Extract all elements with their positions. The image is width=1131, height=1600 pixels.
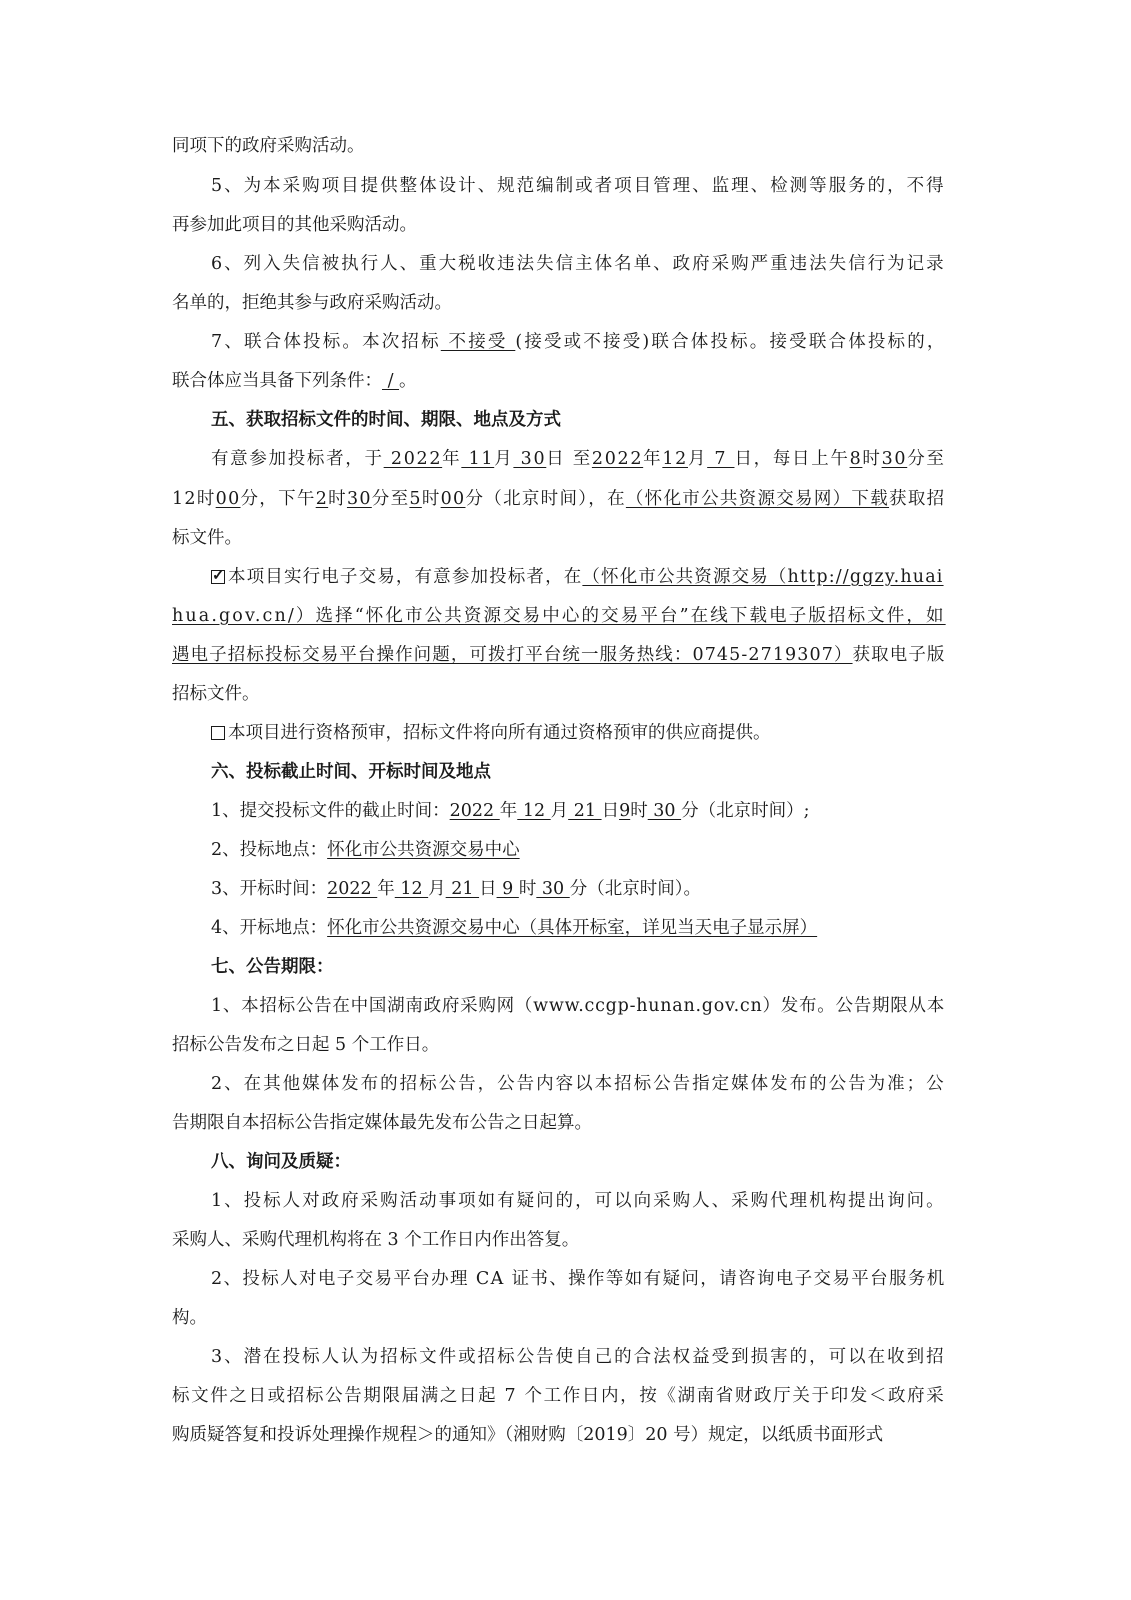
underlined-field: 遇电子招标投标交易平台操作问题，可拨打平台统一服务热线：0745-2719307） <box>172 645 853 665</box>
text-run: 分至 <box>907 449 946 469</box>
text-run: 年 <box>377 879 395 899</box>
empty-checkbox-icon <box>211 726 225 740</box>
section-heading <box>211 409 561 433</box>
text-run: 12时 <box>172 489 216 509</box>
paragraph-line <box>211 253 946 277</box>
underlined-field: 11 <box>461 449 495 469</box>
underlined-field: 00 <box>440 489 466 509</box>
paragraph-line <box>172 135 365 159</box>
text-run: 1、提交投标文件的截止时间： <box>211 801 450 821</box>
underlined-field: （怀化市公共资源交易（http://ggzy.huai <box>582 567 944 587</box>
paragraph-line <box>172 527 242 551</box>
text-run: 联合体应当具备下列条件： <box>172 371 382 391</box>
paragraph-line <box>211 878 701 902</box>
paragraph-line <box>211 566 944 590</box>
text-run: 时 <box>328 489 347 509</box>
underlined-field: 怀化市公共资源交易中心 <box>327 840 520 860</box>
text-run: 标文件。 <box>172 528 242 548</box>
underlined-field: / <box>382 371 400 391</box>
underlined-field: 2022 <box>449 801 500 821</box>
paragraph-line <box>172 292 452 316</box>
checked-checkbox-icon: ✓ <box>212 566 226 584</box>
text-run: 月 <box>428 879 446 899</box>
underlined-field: 12 <box>662 449 688 469</box>
text-run: 2、投标地点： <box>211 840 328 860</box>
text-run: 分（北京时间）。 <box>569 879 701 899</box>
paragraph-line <box>211 175 946 199</box>
text-run: 分（北京时间）; <box>681 801 810 821</box>
paragraph-line <box>211 722 771 746</box>
paragraph-line <box>172 1034 439 1058</box>
text-run: 2、在其他媒体发布的招标公告，公告内容以本招标公告指定媒体发布的公告为准；公 <box>211 1074 946 1094</box>
paragraph-line <box>211 1190 946 1214</box>
underlined-field: （怀化市公共资源交易网）下载 <box>625 489 890 509</box>
text-run: 分（北京时间），在 <box>465 489 626 509</box>
underlined-field: 8 <box>849 449 863 469</box>
text-run: 六、投标截止时间、开标时间及地点 <box>211 762 491 782</box>
underlined-field: 30 <box>346 489 372 509</box>
underlined-field: 00 <box>215 489 241 509</box>
text-run: 日 至 <box>546 449 592 469</box>
underlined-field: 21 <box>568 801 602 821</box>
text-run: 2、投标人对电子交易平台办理 CA 证书、操作等如有疑问，请咨询电子交易平台服务机 <box>211 1269 946 1289</box>
text-run: 。 <box>399 371 417 391</box>
paragraph-line <box>211 331 947 355</box>
text-run: 再参加此项目的其他采购活动。 <box>172 215 417 235</box>
text-run: 分，下午 <box>240 489 316 509</box>
text-run: 名单的，拒绝其参与政府采购活动。 <box>172 293 452 313</box>
text-run: 3、开标时间： <box>211 879 328 899</box>
underlined-field: 30 <box>513 449 547 469</box>
text-run: 年 <box>442 449 462 469</box>
section-heading <box>211 956 334 980</box>
paragraph-line <box>172 644 946 668</box>
text-run: 时 <box>630 801 648 821</box>
text-run: 年 <box>499 801 518 821</box>
paragraph-line <box>172 1112 592 1136</box>
paragraph-line <box>172 1229 579 1253</box>
text-run: 时 <box>518 879 537 899</box>
text-run: (接受或不接受)联合体投标。接受联合体投标的， <box>515 332 947 352</box>
text-run: 1、投标人对政府采购活动事项如有疑问的，可以向采购人、采购代理机构提出询问。 <box>211 1191 946 1211</box>
paragraph-line <box>172 488 945 512</box>
text-run: 月 <box>687 449 708 469</box>
paragraph-line <box>211 1073 946 1097</box>
underlined-field: 9 <box>496 879 519 899</box>
text-run: 获取招 <box>889 489 946 509</box>
text-run: 有意参加投标者，于 <box>211 449 384 469</box>
underlined-field: 2022 <box>591 449 644 469</box>
paragraph-line <box>211 1268 946 1292</box>
text-run: 日 <box>601 801 620 821</box>
underlined-field: 30 <box>647 801 682 821</box>
underlined-field: hua.gov.cn/）选择“怀化市公共资源交易中心的交易平台”在线下载电子版招标文件，如 <box>172 606 946 626</box>
text-run: 七、公告期限： <box>211 957 334 977</box>
text-run: 构。 <box>172 1308 207 1328</box>
underlined-field: 2022 <box>383 449 443 469</box>
underlined-field: 9 <box>619 801 631 821</box>
text-run: 年 <box>643 449 663 469</box>
text-run: 招标文件。 <box>172 684 260 704</box>
text-run: 5、为本采购项目提供整体设计、规范编制或者项目管理、监理、检测等服务的，不得 <box>211 176 946 196</box>
underlined-field: 12 <box>394 879 429 899</box>
text-run: 同项下的政府采购活动。 <box>172 136 365 156</box>
section-heading <box>211 1151 351 1175</box>
text-run: 招标公告发布之日起 5 个工作日。 <box>172 1035 440 1055</box>
underlined-field: 30 <box>881 449 908 469</box>
text-run: 日，每日上午 <box>734 449 850 469</box>
paragraph-line <box>172 605 946 629</box>
text-run: 八、询问及质疑： <box>211 1152 351 1172</box>
paragraph-line <box>172 683 260 707</box>
paragraph-line <box>211 839 520 863</box>
text-run: 分至 <box>371 489 410 509</box>
paragraph-line <box>211 448 946 472</box>
underlined-field: 21 <box>445 879 480 899</box>
underlined-field: 5 <box>409 489 422 509</box>
section-heading <box>211 761 491 785</box>
underlined-field: 7 <box>707 449 735 469</box>
paragraph-line <box>211 917 817 941</box>
text-run: 月 <box>494 449 514 469</box>
text-run: 月 <box>550 801 569 821</box>
paragraph-line <box>211 1346 946 1370</box>
text-run: 日 <box>479 879 497 899</box>
text-run: 标文件之日或招标公告期限届满之日起 7 个工作日内，按《湖南省财政厅关于印发＜政府采 <box>172 1386 946 1406</box>
underlined-field: 怀化市公共资源交易中心（具体开标室，详见当天电子显示屏） <box>327 918 818 938</box>
text-run: 本项目实行电子交易，有意参加投标者，在 <box>228 567 583 587</box>
text-run: 五、获取招标文件的时间、期限、地点及方式 <box>211 410 561 430</box>
underlined-field: 12 <box>517 801 551 821</box>
underlined-field: 2022 <box>327 879 378 899</box>
text-run: 采购人、采购代理机构将在 3 个工作日内作出答复。 <box>172 1230 580 1250</box>
paragraph-line <box>172 370 417 394</box>
underlined-field: 不接受 <box>440 332 516 352</box>
text-run: 购质疑答复和投诉处理操作规程＞的通知》（湘财购〔2019〕20 号）规定，以纸质书面形式 <box>172 1425 884 1445</box>
paragraph-line <box>172 214 417 238</box>
text-run: 7、联合体投标。本次招标 <box>211 332 441 352</box>
text-run: 本项目进行资格预审，招标文件将向所有通过资格预审的供应商提供。 <box>228 723 771 743</box>
text-run: 4、开标地点： <box>211 918 328 938</box>
text-run: 时 <box>421 489 441 509</box>
text-run: 时 <box>862 449 882 469</box>
paragraph-line <box>211 800 810 824</box>
text-run: 获取电子版 <box>852 645 946 665</box>
paragraph-line <box>172 1385 945 1409</box>
text-run: 告期限自本招标公告指定媒体最先发布公告之日起算。 <box>172 1113 592 1133</box>
text-run: 3、潜在投标人认为招标文件或招标公告使自己的合法权益受到损害的，可以在收到招 <box>211 1347 946 1367</box>
text-run: 6、列入失信被执行人、重大税收违法失信主体名单、政府采购严重违法失信行为记录 <box>211 254 946 274</box>
paragraph-line <box>172 1307 207 1331</box>
text-run: 1、本招标公告在中国湖南政府采购网（www.ccgp-hunan.gov.cn）发布。公告期限从本 <box>211 996 945 1016</box>
underlined-field: 2 <box>315 489 329 509</box>
paragraph-line <box>172 1424 883 1448</box>
underlined-field: 30 <box>536 879 570 899</box>
paragraph-line <box>211 995 945 1019</box>
